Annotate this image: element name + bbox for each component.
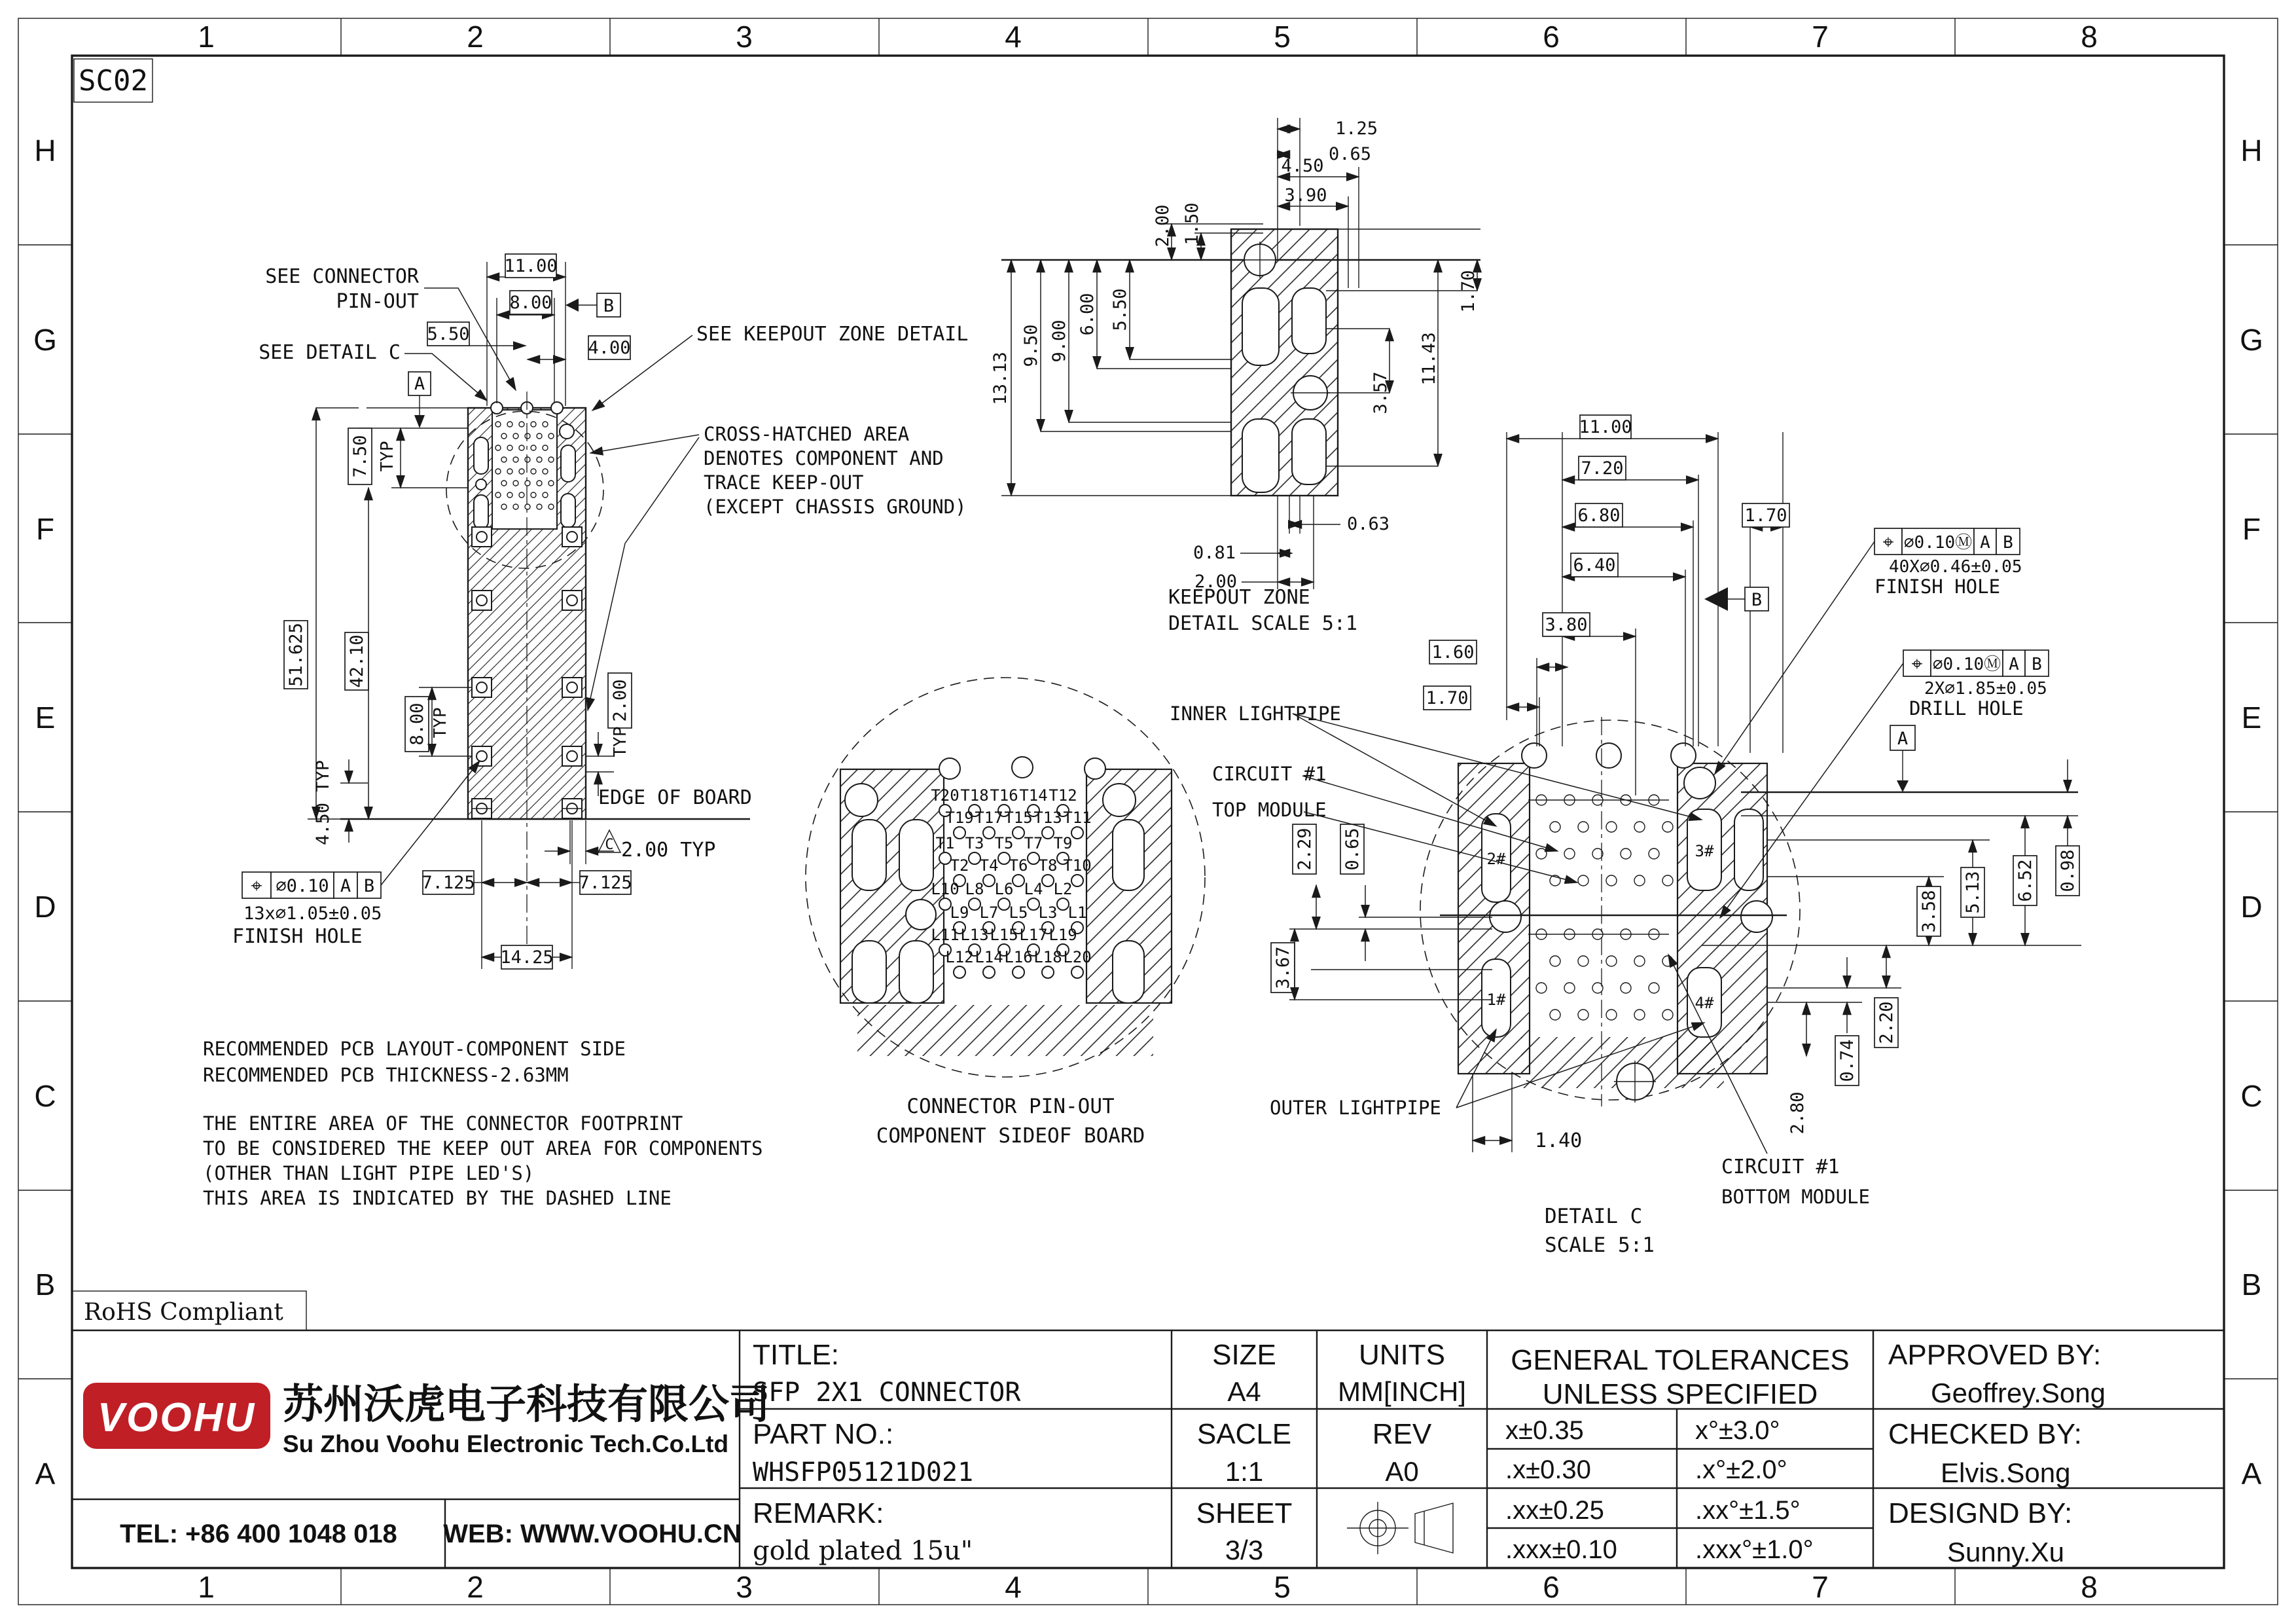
scale-label: SACLE xyxy=(1196,1418,1292,1450)
dc-dim-6-52: 6.52 xyxy=(2015,859,2036,902)
sheet-value: 3/3 xyxy=(1225,1535,1264,1565)
dim-2-00-side: 2.00 xyxy=(610,679,630,722)
crosshatch-note-2: DENOTES COMPONENT AND xyxy=(704,447,944,469)
detail-c-caption-2: SCALE 5:1 xyxy=(1545,1233,1655,1257)
dim-51-625: 51.625 xyxy=(286,623,306,687)
svg-text:T9: T9 xyxy=(1053,834,1073,852)
svg-text:T13: T13 xyxy=(1033,809,1062,827)
dim-14-25: 14.25 xyxy=(500,947,554,968)
dim-4-50-typ: 4.50 TYP xyxy=(313,759,333,846)
zone-col-5b: 5 xyxy=(1274,1570,1291,1604)
ko-dim-1-25: 1.25 xyxy=(1335,119,1378,139)
fcf2-pos: ⌖ xyxy=(1882,531,1894,554)
zone-row-a: A xyxy=(35,1457,56,1491)
fcf3-name: DRILL HOLE xyxy=(1909,697,2024,720)
fcf3-b: B xyxy=(2032,655,2042,674)
title-label: TITLE: xyxy=(753,1339,840,1371)
zone-row-ar: A xyxy=(2241,1457,2262,1491)
svg-text:T17: T17 xyxy=(975,809,1003,827)
circuit1-top-label: CIRCUIT #1 xyxy=(1212,763,1327,785)
company-name-en: Su Zhou Voohu Electronic Tech.Co.Ltd xyxy=(283,1431,729,1457)
fcf2-a: A xyxy=(1980,533,1990,553)
approved-value: Geoffrey.Song xyxy=(1931,1377,2106,1408)
zone-row-hr: H xyxy=(2240,134,2263,168)
zone-row-er: E xyxy=(2241,701,2262,735)
svg-text:T6: T6 xyxy=(1009,856,1028,875)
ko-dim-11-43: 11.43 xyxy=(1419,332,1439,386)
dc-dim-3-58: 3.58 xyxy=(1919,890,1939,933)
size-label: SIZE xyxy=(1212,1339,1276,1371)
svg-text:T18: T18 xyxy=(960,786,989,805)
svg-text:L7: L7 xyxy=(979,903,999,922)
zone-col-6b: 6 xyxy=(1543,1570,1560,1604)
dim-7-50-typ: TYP xyxy=(378,441,397,472)
zone-col-1: 1 xyxy=(198,20,215,54)
zone-row-fr: F xyxy=(2242,512,2261,546)
tol-x: x±0.35 xyxy=(1505,1416,1584,1445)
note-4: TO BE CONSIDERED THE KEEP OUT AREA FOR COMPONENTS xyxy=(203,1137,763,1159)
tol-1xdeg: .x°±2.0° xyxy=(1695,1455,1787,1484)
company-name-cn: 苏州沃虎电子科技有限公司 xyxy=(283,1382,770,1427)
svg-text:L15: L15 xyxy=(990,926,1018,944)
note-1: RECOMMENDED PCB LAYOUT-COMPONENT SIDE xyxy=(203,1038,626,1060)
callout-see-connector-2: PIN-OUT xyxy=(336,290,419,313)
dc-dim-2-80: 2.80 xyxy=(1787,1091,1808,1135)
ko-dim-13-13: 13.13 xyxy=(990,352,1011,405)
notes-block xyxy=(203,1038,763,1209)
dim-42-10: 42.10 xyxy=(347,634,367,688)
svg-text:T15: T15 xyxy=(1004,809,1033,827)
svg-text:L8: L8 xyxy=(965,880,984,898)
edge-of-board-label: EDGE OF BOARD xyxy=(598,786,752,809)
dim-4-00: 4.00 xyxy=(588,338,631,358)
tol-2xdeg: .xx°±1.5° xyxy=(1695,1496,1801,1525)
datum-flag-b: B xyxy=(603,296,615,316)
pinout-caption-1: CONNECTOR PIN-OUT xyxy=(906,1095,1115,1118)
callout-see-connector-1: SEE CONNECTOR xyxy=(265,265,419,288)
dc-dim-1-70-right: 1.70 xyxy=(1744,505,1787,526)
dc-dim-1-40: 1.40 xyxy=(1535,1129,1583,1152)
ko-dim-0-63: 0.63 xyxy=(1347,514,1390,534)
logo-text: VOOHU xyxy=(97,1395,257,1440)
company-block xyxy=(83,1382,770,1548)
zone-row-cr: C xyxy=(2240,1079,2263,1113)
svg-text:L11: L11 xyxy=(931,926,960,944)
ko-dim-6-00: 6.00 xyxy=(1077,293,1098,336)
fcf-drill-hole-detail xyxy=(1720,650,2049,918)
mark-1: 1# xyxy=(1486,991,1506,1009)
top-module-label: TOP MODULE xyxy=(1212,799,1327,821)
mark-4: 4# xyxy=(1695,994,1714,1012)
svg-text:T1: T1 xyxy=(935,834,955,852)
zone-col-5: 5 xyxy=(1274,20,1291,54)
ko-dim-1-50: 1.50 xyxy=(1182,202,1202,246)
dim-11-00: 11.00 xyxy=(504,256,558,276)
fcf3-qty: 2X⌀1.85±0.05 xyxy=(1924,679,2047,699)
fcf-finish-hole xyxy=(232,761,480,948)
callout-see-detail-c: SEE DETAIL C xyxy=(259,341,401,364)
dc-dim-6-80: 6.80 xyxy=(1577,505,1621,526)
svg-text:T5: T5 xyxy=(994,834,1014,852)
zone-col-6: 6 xyxy=(1543,20,1560,54)
svg-text:L1: L1 xyxy=(1067,903,1087,922)
zone-col-4: 4 xyxy=(1005,20,1022,54)
designed-value: Sunny.Xu xyxy=(1947,1537,2065,1567)
zone-row-b: B xyxy=(35,1267,56,1302)
dim-7-125-right: 7.125 xyxy=(579,873,632,893)
svg-text:T14: T14 xyxy=(1019,786,1048,805)
view-connector-pinout xyxy=(806,678,1205,1148)
dim-8-00-typ-label: TYP xyxy=(431,707,450,739)
keepout-caption-1: KEEPOUT ZONE xyxy=(1168,586,1310,609)
sheet-code: SC02 xyxy=(79,64,148,98)
zone-col-7b: 7 xyxy=(1812,1570,1829,1604)
zone-col-8b: 8 xyxy=(2081,1570,2098,1604)
view-detail-c xyxy=(1170,415,2081,1257)
scale-value: 1:1 xyxy=(1225,1456,1264,1487)
svg-text:L12: L12 xyxy=(945,948,974,966)
remark-value: gold plated 15u" xyxy=(753,1536,973,1566)
dim-8-00-typ: 8.00 xyxy=(407,702,427,746)
zone-col-4b: 4 xyxy=(1005,1570,1022,1604)
svg-text:T3: T3 xyxy=(965,834,984,852)
svg-text:L13: L13 xyxy=(960,926,989,944)
svg-text:T16: T16 xyxy=(990,786,1018,805)
mark-2: 2# xyxy=(1486,850,1506,868)
view-keepout-zone xyxy=(990,118,1480,635)
detail-c-caption-1: DETAIL C xyxy=(1545,1205,1643,1228)
svg-text:T19: T19 xyxy=(945,809,974,827)
crosshatch-note-1: CROSS-HATCHED AREA xyxy=(704,423,910,445)
company-tel: TEL: +86 400 1048 018 xyxy=(120,1520,397,1548)
fcf-qty: 13x⌀1.05±0.05 xyxy=(243,903,382,924)
zone-row-gr: G xyxy=(2240,323,2263,357)
ko-dim-9-50: 9.50 xyxy=(1021,324,1041,367)
note-2: RECOMMENDED PCB THICKNESS-2.63MM xyxy=(203,1064,569,1086)
dim-5-50: 5.50 xyxy=(427,324,470,344)
dim-2-00-typ-bottom: 2.00 TYP xyxy=(621,839,716,862)
dc-dim-0-65: 0.65 xyxy=(1342,828,1363,871)
dc-dim-6-40: 6.40 xyxy=(1573,555,1616,575)
zone-col-2b: 2 xyxy=(467,1570,484,1604)
detail-datum-a: A xyxy=(1897,729,1909,749)
outer-lightpipe-label: OUTER LIGHTPIPE xyxy=(1270,1097,1441,1119)
tol-3x: .xxx±0.10 xyxy=(1505,1535,1617,1564)
tol-2x: .xx±0.25 xyxy=(1505,1496,1604,1525)
dc-dim-0-74: 0.74 xyxy=(1837,1039,1857,1082)
svg-text:T2: T2 xyxy=(950,856,969,875)
inner-lightpipe-label: INNER LIGHTPIPE xyxy=(1170,702,1341,725)
fcf3-tol: ⌀0.10Ⓜ xyxy=(1932,655,2001,674)
zone-row-c: C xyxy=(34,1079,56,1113)
zone-row-d: D xyxy=(34,890,56,924)
dc-dim-5-13: 5.13 xyxy=(1963,871,1983,914)
svg-text:L4: L4 xyxy=(1024,880,1043,898)
part-value: WHSFP05121D021 xyxy=(753,1457,974,1487)
tol-header-2: UNLESS SPECIFIED xyxy=(1542,1378,1818,1410)
part-label: PART NO.: xyxy=(753,1418,894,1450)
tol-xdeg: x°±3.0° xyxy=(1695,1416,1780,1445)
rev-label: REV xyxy=(1372,1418,1432,1450)
tol-header-1: GENERAL TOLERANCES xyxy=(1511,1344,1850,1376)
projection-symbol xyxy=(1347,1502,1453,1554)
svg-text:T4: T4 xyxy=(979,856,999,875)
dc-dim-1-70-left: 1.70 xyxy=(1426,688,1469,708)
pinout-caption-2: COMPONENT SIDEOF BOARD xyxy=(876,1124,1145,1148)
svg-text:L5: L5 xyxy=(1009,903,1028,922)
dc-dim-2-29: 2.29 xyxy=(1295,828,1315,871)
note-3: THE ENTIRE AREA OF THE CONNECTOR FOOTPRINT xyxy=(203,1112,683,1135)
svg-text:T10: T10 xyxy=(1063,856,1092,875)
svg-text:T11: T11 xyxy=(1063,809,1092,827)
note-6: THIS AREA IS INDICATED BY THE DASHED LINE xyxy=(203,1187,672,1209)
datum-flag-a: A xyxy=(414,374,425,394)
svg-text:L20: L20 xyxy=(1063,948,1092,966)
svg-text:L3: L3 xyxy=(1038,903,1058,922)
zone-col-7: 7 xyxy=(1812,20,1829,54)
note-5: (OTHER THAN LIGHT PIPE LED'S) xyxy=(203,1162,535,1184)
svg-text:L17: L17 xyxy=(1019,926,1048,944)
ko-dim-0-65: 0.65 xyxy=(1329,144,1372,164)
dc-dim-3-67: 3.67 xyxy=(1273,946,1293,989)
svg-text:T20: T20 xyxy=(931,786,960,805)
zone-row-f: F xyxy=(35,512,55,546)
remark-label: REMARK: xyxy=(753,1497,884,1529)
dc-dim-1-60: 1.60 xyxy=(1431,642,1475,663)
svg-text:L19: L19 xyxy=(1049,926,1077,944)
ko-dim-1-70: 1.70 xyxy=(1458,270,1479,313)
fcf2-name: FINISH HOLE xyxy=(1874,575,2001,598)
bottom-module-label: BOTTOM MODULE xyxy=(1721,1186,1870,1208)
rev-value: A0 xyxy=(1385,1456,1419,1487)
fcf3-pos: ⌖ xyxy=(1911,653,1923,676)
zone-row-dr: D xyxy=(2240,890,2263,924)
ko-dim-2-00b: 2.00 xyxy=(1194,572,1237,592)
crosshatch-note-4: (EXCEPT CHASSIS GROUND) xyxy=(704,496,967,518)
dc-dim-3-80: 3.80 xyxy=(1545,615,1588,635)
fcf-datum-b: B xyxy=(363,876,375,896)
ko-dim-3-90: 3.90 xyxy=(1284,185,1327,206)
dim-2-00-side-typ: TYP xyxy=(611,726,630,757)
dc-dim-11-00: 11.00 xyxy=(1579,417,1632,437)
ko-dim-9-00: 9.00 xyxy=(1049,319,1069,363)
dc-dim-7-20: 7.20 xyxy=(1581,458,1624,479)
ko-dim-0-81: 0.81 xyxy=(1193,543,1236,563)
dc-dim-2-20: 2.20 xyxy=(1876,1001,1897,1044)
zone-row-e: E xyxy=(35,701,56,735)
svg-text:L16: L16 xyxy=(1004,948,1033,966)
title-block xyxy=(72,1330,2224,1568)
tol-1x: .x±0.30 xyxy=(1505,1455,1591,1484)
fcf2-b: B xyxy=(2003,533,2013,553)
zone-col-3b: 3 xyxy=(736,1570,753,1604)
crosshatch-note-3: TRACE KEEP-OUT xyxy=(704,471,864,494)
dim-8-00: 8.00 xyxy=(509,293,552,313)
svg-text:L14: L14 xyxy=(975,948,1003,966)
checked-value: Elvis.Song xyxy=(1941,1457,2071,1488)
tol-3xdeg: .xxx°±1.0° xyxy=(1695,1535,1814,1564)
zone-col-3: 3 xyxy=(736,20,753,54)
ko-dim-4-50: 4.50 xyxy=(1281,156,1324,176)
svg-text:L2: L2 xyxy=(1053,880,1073,898)
units-value: MM[INCH] xyxy=(1338,1376,1466,1407)
zone-col-8: 8 xyxy=(2081,20,2098,54)
svg-text:L10: L10 xyxy=(931,880,960,898)
fcf2-tol: ⌀0.10Ⓜ xyxy=(1903,533,1973,553)
ko-dim-3-57: 3.57 xyxy=(1371,371,1391,414)
dc-dim-0-98: 0.98 xyxy=(2058,849,2078,892)
ko-dim-5-50: 5.50 xyxy=(1110,288,1130,331)
fcf-name: FINISH HOLE xyxy=(232,925,363,948)
rohs-label: RoHS Compliant xyxy=(84,1299,283,1326)
ko-dim-2-00: 2.00 xyxy=(1153,204,1173,247)
zone-row-br: B xyxy=(2241,1267,2262,1302)
svg-text:L9: L9 xyxy=(950,903,969,922)
title-value: SFP 2X1 CONNECTOR xyxy=(753,1377,1021,1408)
sheet-label: SHEET xyxy=(1196,1497,1293,1529)
fcf-pos-symbol: ⌖ xyxy=(251,875,262,898)
svg-text:T8: T8 xyxy=(1038,856,1058,875)
detail-flag-b: B xyxy=(1751,590,1763,610)
zone-col-1b: 1 xyxy=(198,1570,215,1604)
svg-text:T12: T12 xyxy=(1049,786,1077,805)
dim-7-50: 7.50 xyxy=(350,435,370,478)
size-value: A4 xyxy=(1227,1376,1261,1407)
fcf3-a: A xyxy=(2009,655,2019,674)
callout-see-keepout: SEE KEEPOUT ZONE DETAIL xyxy=(696,323,969,346)
svg-text:L18: L18 xyxy=(1033,948,1062,966)
circuit1-bottom-label: CIRCUIT #1 xyxy=(1721,1156,1840,1178)
fcf-datum-a: A xyxy=(340,876,351,896)
svg-text:T7: T7 xyxy=(1024,834,1043,852)
fcf-tolerance: ⌀0.10 xyxy=(276,876,329,896)
keepout-caption-2: DETAIL SCALE 5:1 xyxy=(1168,612,1357,635)
mark-3: 3# xyxy=(1695,842,1714,860)
company-web: WEB: WWW.VOOHU.CN xyxy=(443,1520,742,1548)
fcf2-qty: 40X⌀0.46±0.05 xyxy=(1889,557,2022,577)
zone-row-h: H xyxy=(34,134,56,168)
approved-label: APPROVED BY: xyxy=(1888,1339,2102,1371)
units-label: UNITS xyxy=(1359,1339,1445,1371)
dim-7-125-left: 7.125 xyxy=(422,873,475,893)
zone-col-2: 2 xyxy=(467,20,484,54)
zone-row-g: G xyxy=(33,323,57,357)
flag-c: C xyxy=(605,837,614,853)
svg-text:L6: L6 xyxy=(994,880,1014,898)
designed-label: DESIGND BY: xyxy=(1888,1497,2073,1529)
checked-label: CHECKED BY: xyxy=(1888,1418,2082,1450)
